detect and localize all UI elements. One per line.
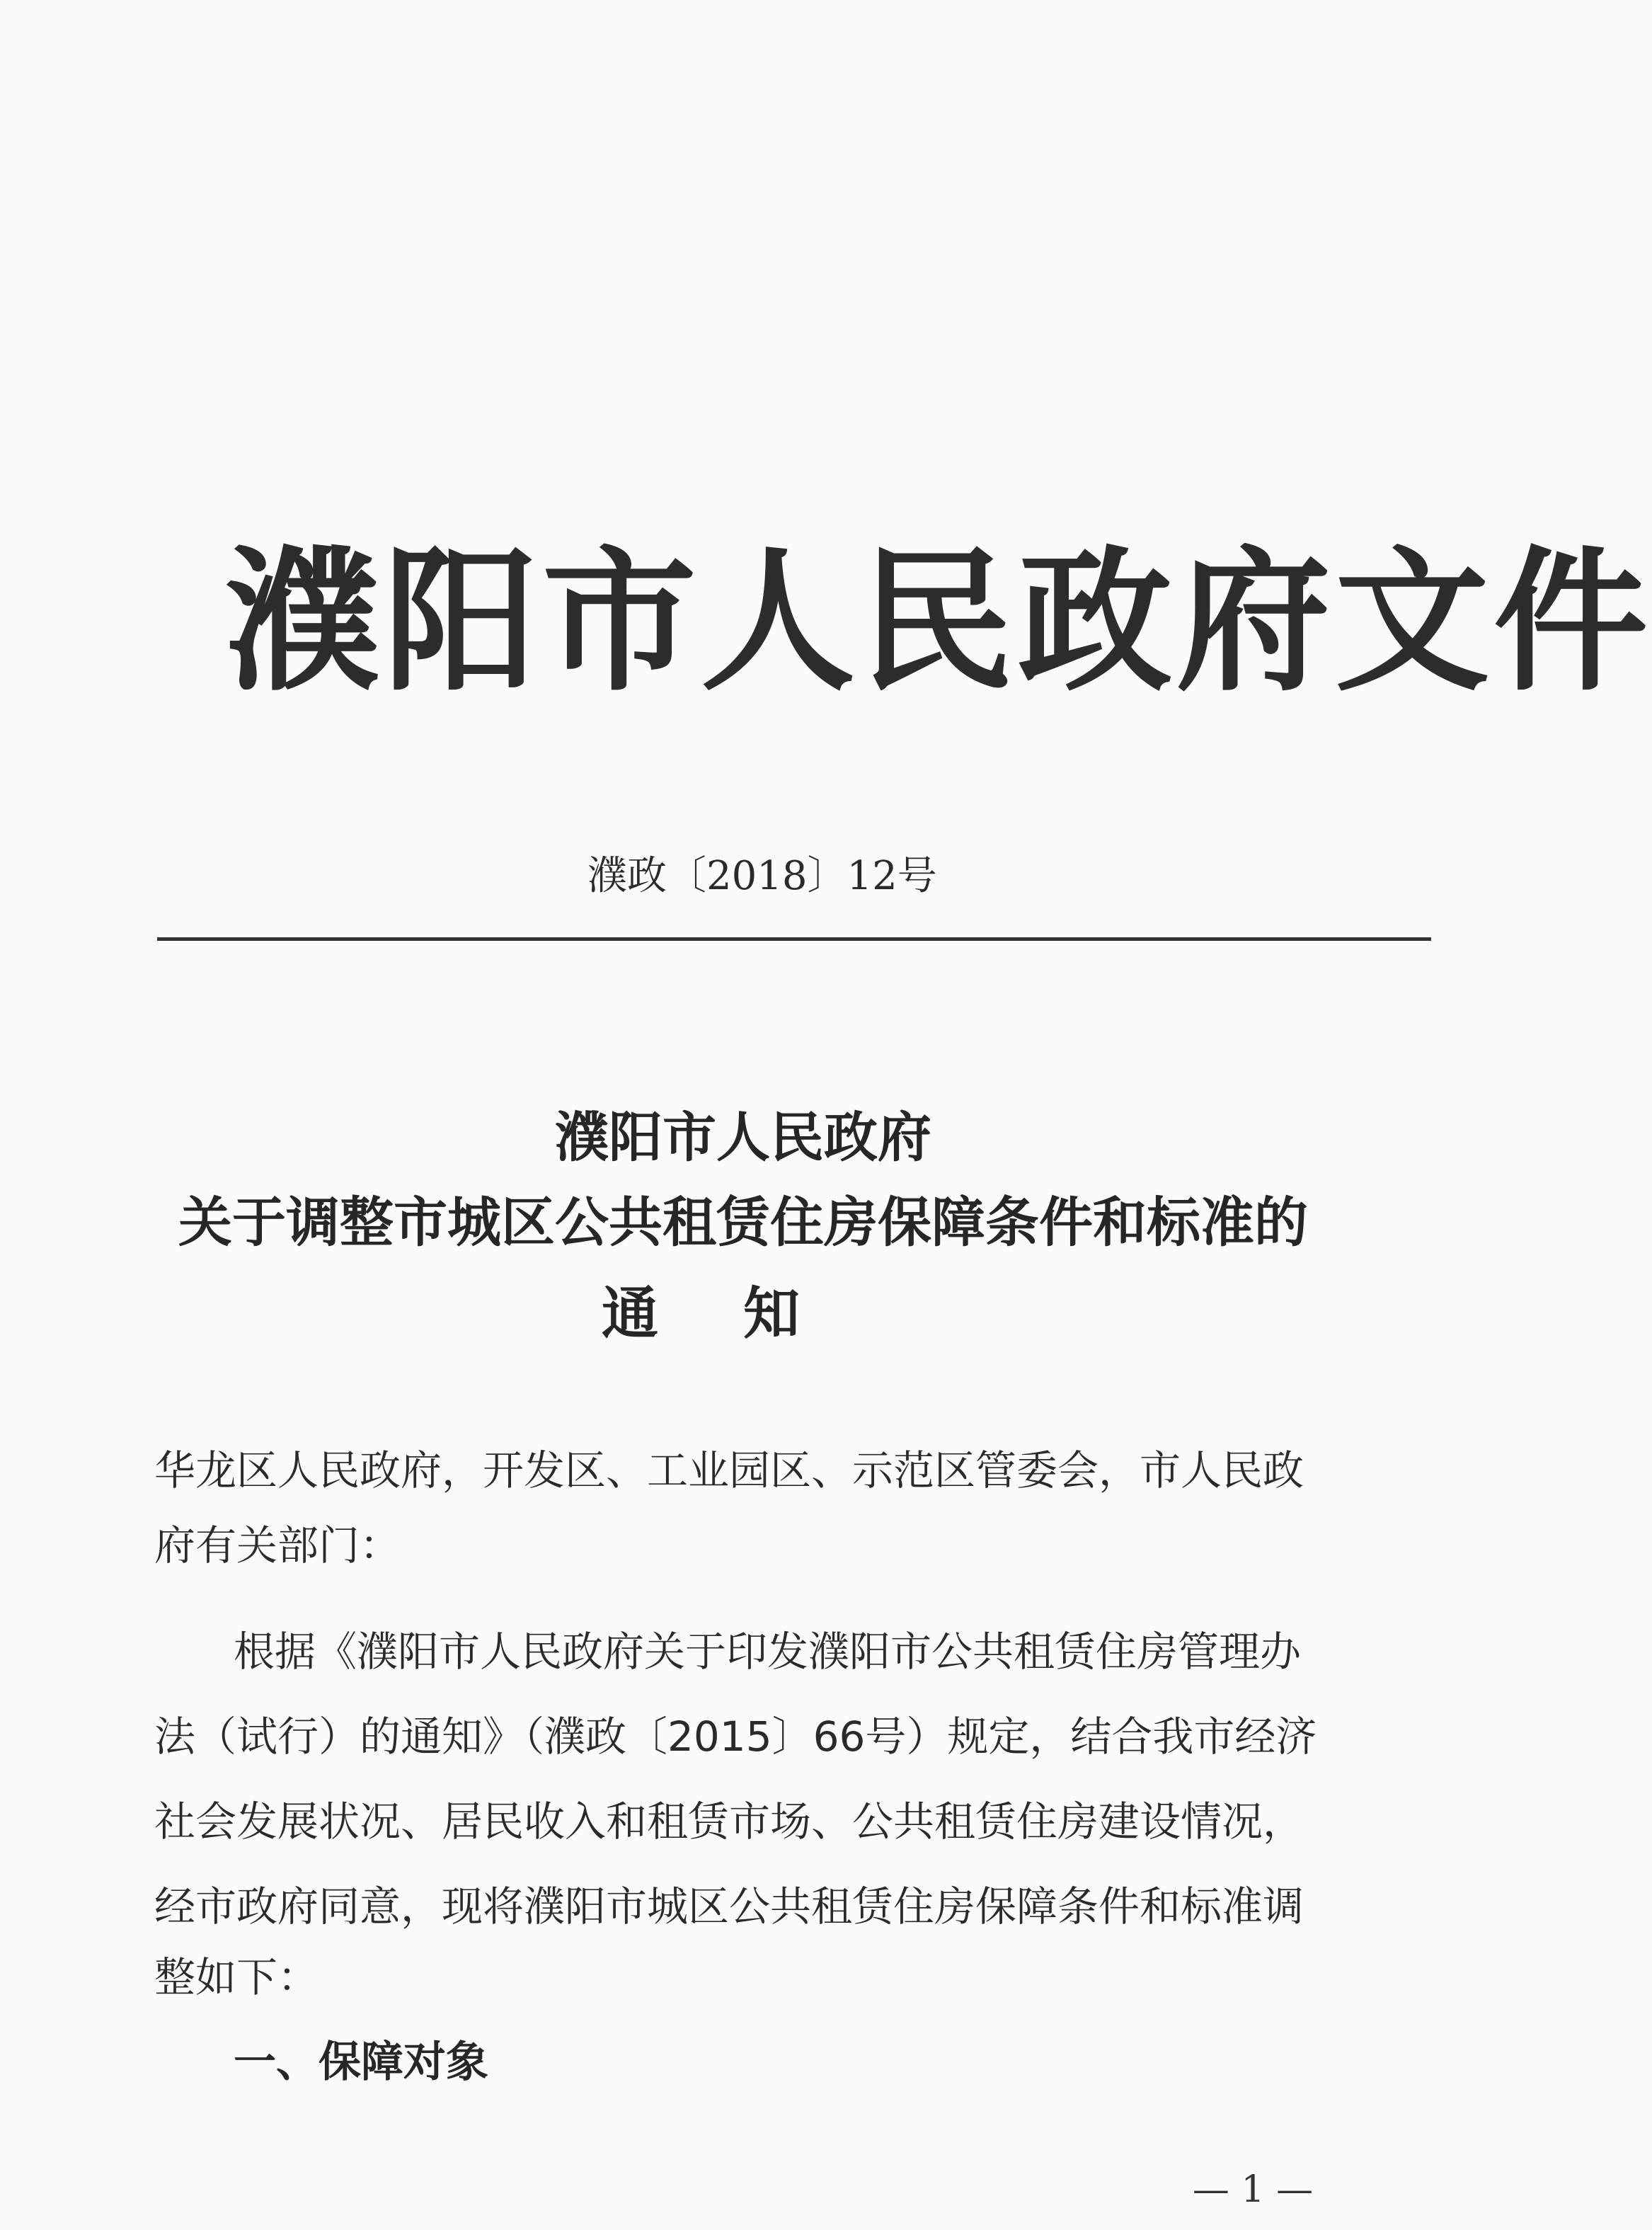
- title-line-notice: 通知: [602, 1280, 885, 1346]
- body-text-line: 整如下：: [154, 1953, 319, 2001]
- page-number: — 1 —: [1192, 2168, 1314, 2211]
- title-line-issuer: 濮阳市人民政府: [555, 1106, 931, 1169]
- document-number: 濮政〔2018〕12号: [587, 853, 937, 899]
- addressee-line: 府有关部门：: [154, 1521, 401, 1569]
- addressee-line: 华龙区人民政府，开发区、工业园区、示范区管委会，市人民政: [154, 1446, 1304, 1494]
- body-text-line: 根据《濮阳市人民政府关于印发濮阳市公共租赁住房管理办: [234, 1628, 1302, 1676]
- title-line-subject: 关于调整市城区公共租赁住房保障条件和标准的: [178, 1191, 1308, 1254]
- body-text-line: 法（试行）的通知》（濮政〔2015〕66号）规定，结合我市经济: [154, 1712, 1317, 1761]
- header-divider: [157, 937, 1431, 941]
- body-text-line: 经市政府同意，现将濮阳市城区公共租赁住房保障条件和标准调: [154, 1882, 1304, 1931]
- section-heading: 一、保障对象: [234, 2037, 488, 2087]
- document-masthead: 濮阳市人民政府文件: [225, 531, 1652, 712]
- body-text-line: 社会发展状况、居民收入和租赁市场、公共租赁住房建设情况，: [154, 1797, 1304, 1846]
